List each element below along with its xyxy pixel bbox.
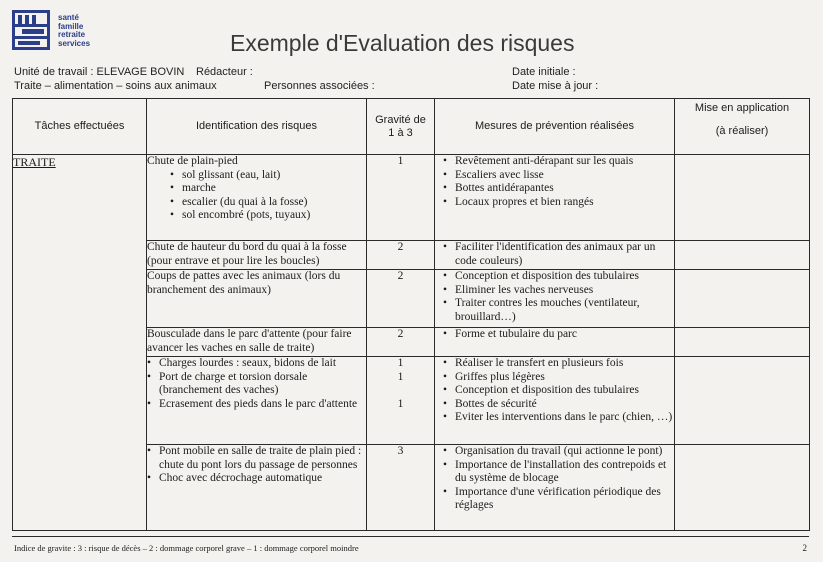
- list-item: • Port de charge et torsion dorsale (branchement des vaches): [147, 371, 366, 398]
- list-item: • Revêtement anti-dérapant sur les quais: [443, 155, 674, 169]
- logo-line: famille: [58, 21, 84, 31]
- mise-cell: [675, 241, 810, 270]
- list-item: • Faciliter l'identification des animaux par un code couleurs): [443, 241, 674, 268]
- measures-list: [435, 357, 674, 425]
- risk-cell: [147, 155, 367, 241]
- risk-cell: [147, 357, 367, 445]
- activity-label: Traite – alimentation – soins aux animaux: [14, 80, 217, 92]
- gravity-value: 3: [397, 445, 404, 457]
- page-number: 2: [802, 543, 807, 553]
- list-item: • Conception et disposition des tubulaires: [443, 270, 674, 284]
- mise-cell: [675, 445, 810, 531]
- mise-cell: [675, 328, 810, 357]
- list-item: • escalier (du quai à la fosse): [170, 196, 366, 210]
- measures-cell: [435, 445, 675, 531]
- msa-logo: [12, 10, 112, 60]
- measures-cell: [435, 241, 675, 270]
- mise-cell: [675, 270, 810, 328]
- risk-table: [12, 98, 810, 531]
- list-item: • Conception et disposition des tubulaires: [443, 384, 674, 398]
- list-item: • Traiter contres les mouches (ventilateur, brouillard…): [443, 297, 674, 324]
- list-item: • Importance d'une vérification périodique des réglages: [443, 486, 674, 513]
- gravity-index-note: Indice de gravite : 3 : risque de décès – 2 : dommage corporel grave – 1 : dommage corporel moindre: [14, 543, 359, 553]
- work-unit: Unité de travail : ELEVAGE BOVIN: [14, 66, 185, 78]
- list-item: • Organisation du travail (qui actionne le pont): [443, 445, 674, 459]
- risk-bullets: [147, 357, 366, 411]
- measures-list: [435, 241, 674, 268]
- risk-title: Coups de pattes avec les animaux (lors du branchement des animaux): [147, 270, 341, 296]
- footer-divider: [12, 536, 809, 537]
- gravity-value: 2: [397, 270, 404, 282]
- logo-line: services: [58, 38, 91, 48]
- date-initiale-label: Date initiale :: [512, 66, 576, 78]
- list-item: • Forme et tubulaire du parc: [443, 328, 674, 342]
- header-mesures: Mesures de prévention réalisées: [435, 99, 675, 155]
- gravity-value: 1: [397, 397, 404, 410]
- list-item: • Escaliers avec lisse: [443, 169, 674, 183]
- measures-cell: [435, 155, 675, 241]
- measures-list: [435, 270, 674, 324]
- risk-cell: [147, 241, 367, 270]
- measures-cell: [435, 328, 675, 357]
- measures-cell: [435, 270, 675, 328]
- gravity-cell: [367, 270, 435, 328]
- risk-cell: [147, 328, 367, 357]
- list-item: • Bottes antidérapantes: [443, 182, 674, 196]
- logo-line: retraite: [58, 30, 86, 39]
- list-item: • Réaliser le transfert en plusieurs fois: [443, 357, 674, 371]
- risk-sublist: [147, 169, 366, 223]
- risk-cell: [147, 270, 367, 328]
- gravity-cell: [367, 155, 435, 241]
- msa-logo-mark: [12, 10, 50, 50]
- date-maj-label: Date mise à jour :: [512, 80, 599, 92]
- risk-title: Chute de hauteur du bord du quai à la fosse (pour entrave et pour lire les boucles): [147, 241, 347, 267]
- risk-cell: [147, 445, 367, 531]
- logo-line: santé: [58, 13, 79, 22]
- list-item: • Eliminer les vaches nerveuses: [443, 284, 674, 298]
- risk-bullets: [147, 445, 366, 486]
- gravity-value: 2: [397, 241, 404, 253]
- gravity-value: 2: [397, 328, 404, 340]
- gravity-value: 1: [397, 370, 404, 383]
- measures-list: [435, 155, 674, 209]
- header-mise: [675, 99, 810, 155]
- risk-title: Chute de plain-pied: [147, 155, 238, 167]
- measures-cell: [435, 357, 675, 445]
- list-item: • Eviter les interventions dans le parc (chien, …): [443, 411, 674, 425]
- measures-list: [435, 328, 674, 342]
- header-gravite: Gravité de 1 à 3: [367, 99, 435, 155]
- table-header-row: [13, 99, 810, 155]
- list-item: • Importance de l'installation des contrepoids et du système de blocage: [443, 459, 674, 486]
- header-taches: Tâches effectuées: [13, 99, 147, 155]
- risk-title: Bousculade dans le parc d'attente (pour faire avancer les vaches en salle de traite): [147, 328, 352, 354]
- redacteur-label: Rédacteur :: [196, 66, 253, 78]
- list-item: • Locaux propres et bien rangés: [443, 196, 674, 210]
- mise-cell: [675, 155, 810, 241]
- header-mise-line2: (à réaliser): [715, 125, 769, 137]
- gravity-value: 1: [397, 357, 404, 369]
- header-risques: Identification des risques: [147, 99, 367, 155]
- measures-list: [435, 445, 674, 513]
- gravity-cell: [367, 241, 435, 270]
- list-item: • sol glissant (eau, lait): [170, 169, 366, 183]
- gravity-cell: [367, 357, 435, 445]
- task-cell: TRAITE: [13, 155, 147, 531]
- table-row: [13, 155, 810, 241]
- list-item: • Bottes de sécurité: [443, 398, 674, 412]
- gravity-cell: [367, 445, 435, 531]
- personnes-label: Personnes associées :: [264, 80, 375, 92]
- list-item: • sol encombré (pots, tuyaux): [170, 209, 366, 223]
- logo-words: [58, 14, 90, 48]
- gravity-value: [367, 384, 434, 398]
- list-item: • Charges lourdes : seaux, bidons de lait: [147, 357, 366, 371]
- mise-cell: [675, 357, 810, 445]
- page-title: Exemple d'Evaluation des risques: [230, 30, 575, 56]
- list-item: • Ecrasement des pieds dans le parc d'attente: [147, 398, 366, 412]
- list-item: • marche: [170, 182, 366, 196]
- list-item: • Griffes plus légères: [443, 371, 674, 385]
- header-mise-line1: Mise en application: [694, 102, 790, 114]
- gravity-cell: [367, 328, 435, 357]
- list-item: • Choc avec décrochage automatique: [147, 472, 366, 486]
- list-item: • Pont mobile en salle de traite de plain pied : chute du pont lors du passage de personnes: [147, 445, 366, 472]
- gravity-value: 1: [397, 155, 404, 167]
